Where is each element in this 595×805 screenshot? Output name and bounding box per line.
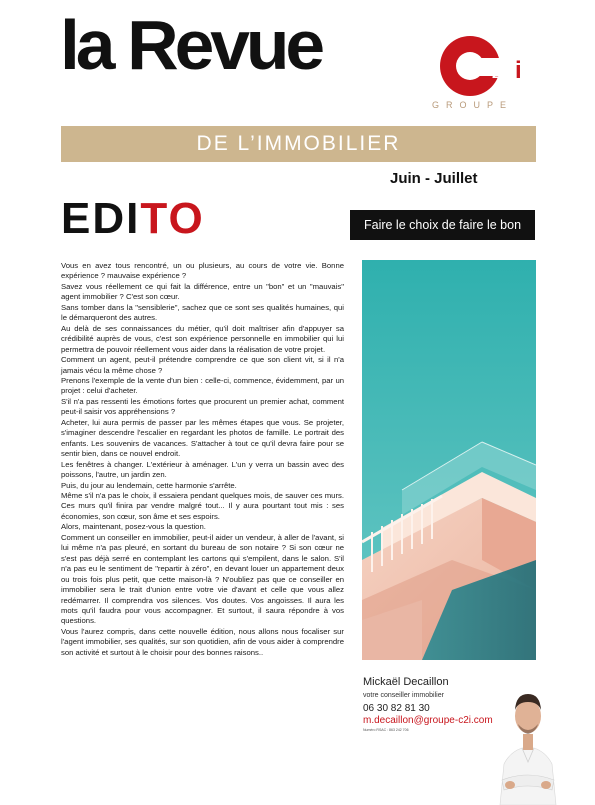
subtitle-band-text: DE L’IMMOBILIER xyxy=(196,132,401,155)
edito-heading xyxy=(61,194,205,243)
edito-heading-part2: TO xyxy=(140,194,205,243)
article-paragraph: Sans tomber dans la "sensiblerie", sachez que ce sont ses qualités humaines, qui le démarqueront des autres. xyxy=(61,302,344,323)
article-paragraph: Vous l'aurez compris, dans cette nouvelle édition, nous allons nous focaliser sur l'agent immobilier, ses qualités, sur son quotidien, afin de vous aider à comprendre son activité et surtout à le choisir pour des bonnes raisons.. xyxy=(61,626,344,657)
article-paragraph: Comment un conseiller en immobilier, peut-il aider un vendeur, à aller de l'avant, si lui même n'a pas pleuré, en sortant du bureau de son notaire ? Si son cœur ne s'est pas déjà serré en contemplant les cartons qui s'empilent, dans le salon. S'il n'a pas eu le sentiment de "repartir à zéro", en devant louer un appartement deux ou trois fois plus petit, que cette maison-là ? N'oubliez pas que ce conseiller en immobilier sera le trait d'union entre votre vie d'avant et celle que vous allez redémarrer. Il comprendra vos silences. Vos doutes. Vos angoisses. Il aura les mots qu'il faudra pour vous accompagner. Et surtout, il saura répondre à vos questions. xyxy=(61,532,344,626)
author-name: Mickaël Decaillon xyxy=(363,676,449,688)
edito-heading-part1: EDI xyxy=(61,194,141,243)
article-paragraph: Vous en avez tous rencontré, un ou plusieurs, au cours de votre vie. Bonne expérience ? mauvaise expérience ? xyxy=(61,261,344,281)
author-email-link[interactable]: m.decaillon@groupe-c2i.com xyxy=(363,715,493,726)
issue-period: Juin - Juillet xyxy=(390,170,478,187)
author-role: votre conseiller immobilier xyxy=(363,692,444,699)
author-portrait xyxy=(496,672,560,805)
article-paragraph: Même s'il n'a pas le choix, il essaiera pendant quelques mois, de sauver ces murs. Ces murs qu'il finira par vendre malgré tout... Il y aura pourtant tout mis : ses économies, son cœur, son âme et ses espoirs. xyxy=(61,490,344,521)
article-paragraph: Alors, maintenant, posez-vous la question. xyxy=(61,522,206,532)
article-paragraph: Savez vous réellement ce qui fait la différence, entre un "bon" et un "mauvais" agent immobilier ? C'est son cœur. xyxy=(61,281,344,302)
logo-i-text: i xyxy=(515,57,522,84)
house-photo xyxy=(362,260,536,660)
article-paragraph: Prenons l'exemple de la vente d'un bien : celle-ci, commence, évidemment, par un projet : celui d'acheter. xyxy=(61,375,344,396)
masthead-title: la Revue xyxy=(60,6,322,84)
article-paragraph: S'il n'a pas ressenti les émotions fortes que procurent un premier achat, comment peut-il saisir vos appréhensions ? xyxy=(61,396,344,417)
author-rsac-number: Numéro RSAC : 863 242 706 xyxy=(363,728,409,732)
logo-groupe-label: GROUPE xyxy=(432,100,514,110)
edito-tagline: Faire le choix de faire le bon xyxy=(350,210,535,240)
author-phone[interactable]: 06 30 82 81 30 xyxy=(363,703,430,714)
article-paragraph: Comment un agent, peut-il prétendre comprendre ce que son client vit, si il n'a jamais vécu la même chose ? xyxy=(61,355,344,375)
logo-2-text: 2 xyxy=(492,65,501,82)
article-paragraph: Les fenêtres à changer. L'extérieur à aménager. L'un y verra un bassin avec des poissons, l'autre, un jardin zen. xyxy=(61,459,344,480)
article-paragraph: Puis, du jour au lendemain, cette harmonie s'arrête. xyxy=(61,480,237,490)
article-paragraph: Au delà de ses connaissances du métier, qu'il doit maîtriser afin d'appuyer sa crédibilité auprès de vous, c'est son expérience personnelle en immobilier qui lui permettra de pouvoir réellement vous aider dans la réalisation de votre projet. xyxy=(61,323,344,354)
subtitle-band xyxy=(61,126,536,162)
article-paragraph: Acheter, lui aura permis de passer par les mêmes étapes que vous. Se projeter, s'imaginer descendre l'escalier en regardant les photos de famille. Le portrait des enfants. Les souvenirs de vacances. S'attacher à tout ce qu'il devra faire pour se sentir bien, dans ce nouvel endroit. xyxy=(61,417,344,459)
article-body xyxy=(61,261,344,658)
